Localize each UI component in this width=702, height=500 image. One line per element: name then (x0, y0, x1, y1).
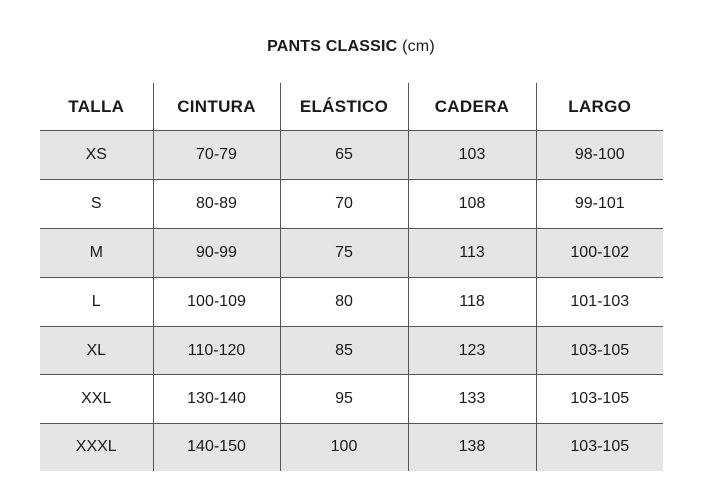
header-elastico: ELÁSTICO (280, 83, 408, 131)
header-largo: LARGO (536, 83, 663, 131)
cell-talla: M (40, 229, 153, 278)
cell-cintura: 90-99 (153, 229, 280, 278)
cell-cadera: 108 (408, 180, 536, 229)
cell-elastico: 65 (280, 131, 408, 180)
table-row (40, 424, 663, 471)
cell-cadera: 138 (408, 424, 536, 471)
cell-talla: XL (40, 327, 153, 375)
size-table (40, 83, 663, 471)
table-row (40, 180, 663, 229)
cell-talla: XS (40, 131, 153, 180)
cell-cadera: 118 (408, 278, 536, 327)
cell-elastico: 70 (280, 180, 408, 229)
page-title (0, 38, 702, 56)
cell-largo: 103-105 (536, 327, 663, 375)
cell-largo: 100-102 (536, 229, 663, 278)
cell-elastico: 85 (280, 327, 408, 375)
cell-cadera: 123 (408, 327, 536, 375)
cell-cintura: 100-109 (153, 278, 280, 327)
cell-talla: XXXL (40, 424, 153, 471)
table-row (40, 327, 663, 375)
cell-cadera: 103 (408, 131, 536, 180)
cell-elastico: 95 (280, 375, 408, 424)
cell-cintura: 140-150 (153, 424, 280, 471)
cell-cintura: 80-89 (153, 180, 280, 229)
header-cintura: CINTURA (153, 83, 280, 131)
title-main: PANTS CLASSIC (267, 38, 398, 55)
header-talla: TALLA (40, 83, 153, 131)
cell-cintura: 130-140 (153, 375, 280, 424)
header-row (40, 83, 663, 131)
cell-talla: L (40, 278, 153, 327)
cell-largo: 98-100 (536, 131, 663, 180)
cell-talla: XXL (40, 375, 153, 424)
cell-cintura: 70-79 (153, 131, 280, 180)
cell-largo: 99-101 (536, 180, 663, 229)
table-row (40, 278, 663, 327)
cell-cadera: 133 (408, 375, 536, 424)
table-row (40, 229, 663, 278)
cell-elastico: 100 (280, 424, 408, 471)
cell-elastico: 75 (280, 229, 408, 278)
size-chart-table (40, 83, 663, 471)
cell-talla: S (40, 180, 153, 229)
cell-largo: 103-105 (536, 375, 663, 424)
table-row (40, 131, 663, 180)
header-cadera: CADERA (408, 83, 536, 131)
cell-cintura: 110-120 (153, 327, 280, 375)
cell-elastico: 80 (280, 278, 408, 327)
cell-largo: 101-103 (536, 278, 663, 327)
cell-largo: 103-105 (536, 424, 663, 471)
title-unit: (cm) (402, 38, 435, 55)
cell-cadera: 113 (408, 229, 536, 278)
table-row (40, 375, 663, 424)
